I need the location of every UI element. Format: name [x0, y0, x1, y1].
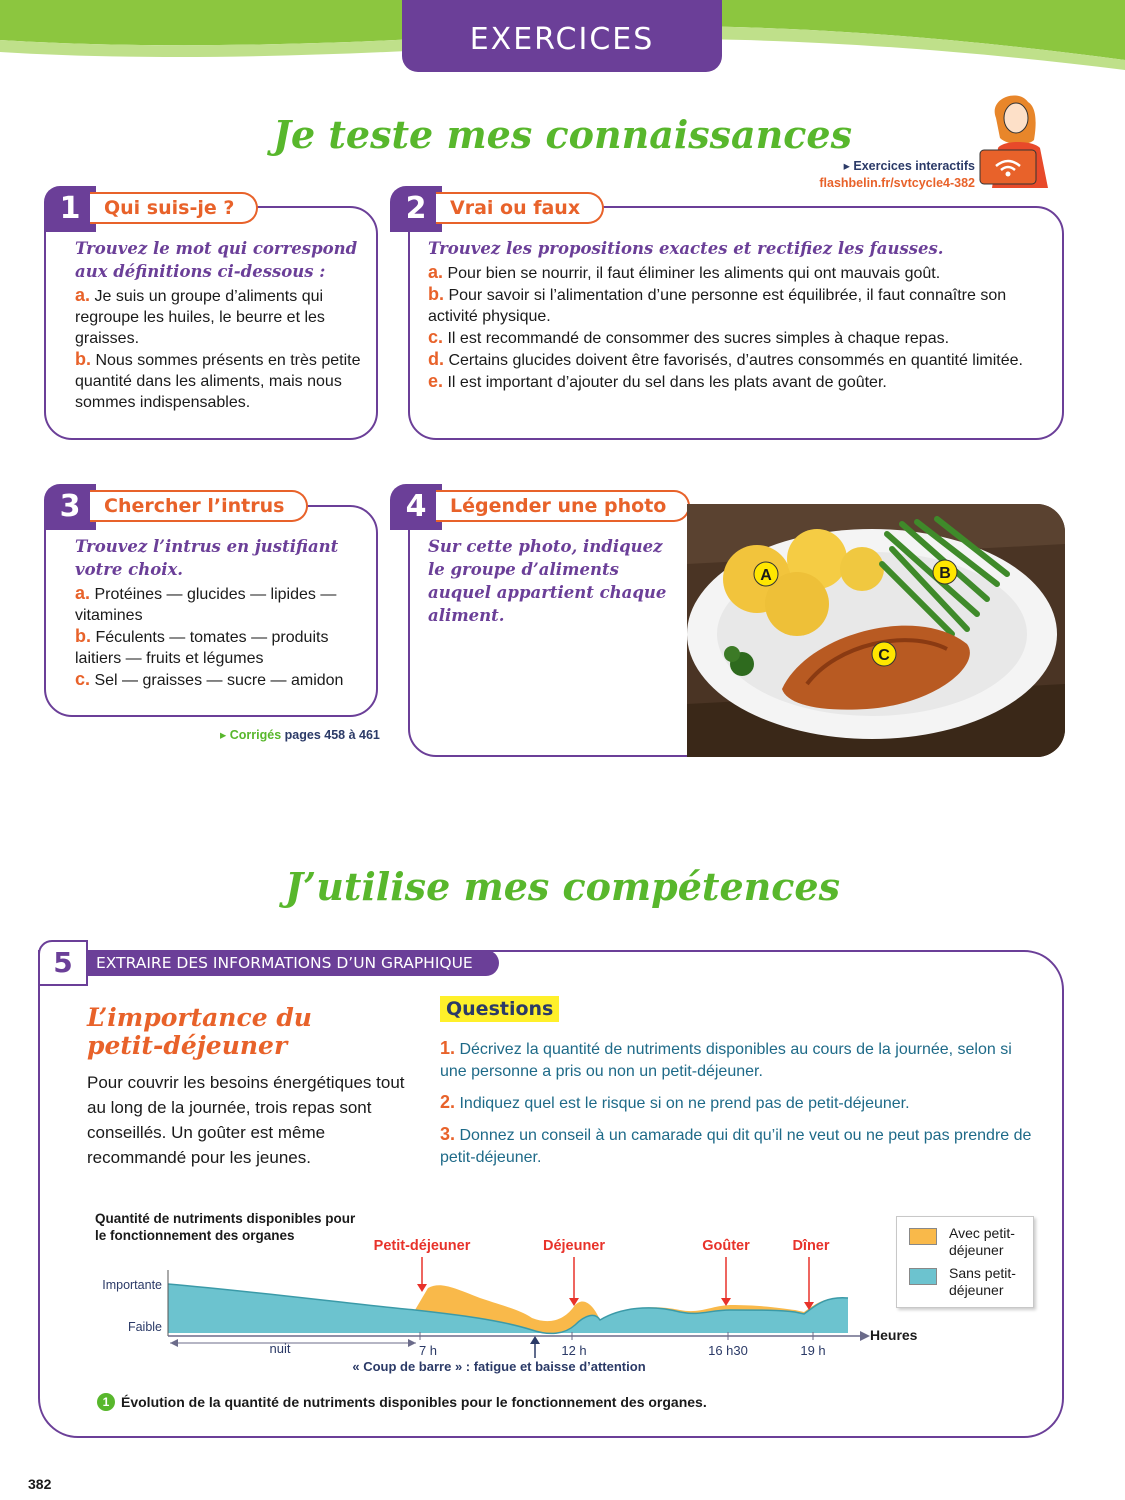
food-photo	[687, 504, 1065, 757]
exercise-2-items	[428, 262, 1053, 393]
chart-xlabel: Heures	[870, 1327, 918, 1343]
list-item: a. Je suis un groupe d’aliments qui regroupe les huiles, le beurre et les graisses.	[75, 285, 325, 347]
exercise-3-number: 3	[44, 484, 96, 530]
exercise-1-items	[75, 285, 365, 413]
caption-number: 1	[97, 1393, 115, 1411]
list-item: 3. Donnez un conseil à un camarade qui dit qu’il ne veut ou ne peut pas prendre de petit-déjeuner.	[440, 1124, 1032, 1166]
meal-diner: Dîner	[792, 1238, 830, 1254]
exercise-5-tab: EXTRAIRE DES INFORMATIONS D’UN GRAPHIQUE	[88, 950, 499, 976]
chart-ylabel: Quantité de nutriments disponibles pour le fonctionnement des organes	[95, 1211, 356, 1243]
exercise-4-instruction: Sur cette photo, indiquez le groupe d’aliments auquel appartient chaque aliment.	[428, 537, 667, 625]
photo-label-c: C	[878, 647, 890, 664]
page-number: 382	[28, 1476, 52, 1492]
list-item: b. Féculents — tomates — produits laitiers — fruits et légumes	[75, 626, 329, 667]
section-title-knowledge: Je teste mes connaissances	[272, 112, 853, 157]
exercise-3-items	[75, 583, 365, 691]
exercise-4-tab: Légender une photo	[436, 490, 690, 522]
exercise-3-tab: Chercher l’intrus	[90, 490, 308, 522]
exercise-2-number: 2	[390, 186, 442, 232]
x-tick-16h30: 16 h30	[708, 1343, 748, 1358]
list-item: 2. Indiquez quel est le risque si on ne prend pas de petit-déjeuner.	[440, 1092, 910, 1112]
list-item: b. Nous sommes présents en très petite quantité dans les aliments, mais nous sommes indispensables.	[75, 349, 361, 411]
x-tick-7h: 7 h	[418, 1343, 438, 1358]
list-item: 1. Décrivez la quantité de nutriments disponibles au cours de la journée, selon si une personne a pris ou non un petit-déjeuner.	[440, 1038, 1012, 1080]
list-item: a. Protéines — glucides — lipides — vitamines	[75, 583, 337, 624]
list-item: e. Il est important d’ajouter du sel dans les plats avant de goûter.	[428, 371, 887, 391]
coup-de-barre-annotation: « Coup de barre » : fatigue et baisse d’attention	[352, 1359, 646, 1374]
legend-swatch-sans	[909, 1268, 937, 1285]
chart-legend	[896, 1216, 1034, 1308]
exercise-2-instruction: Trouvez les propositions exactes et rectifiez les fausses.	[428, 239, 944, 258]
y-level-importante: Importante	[102, 1278, 162, 1292]
legend-swatch-avec	[909, 1228, 937, 1245]
girl-laptop-illustration	[978, 88, 1070, 188]
x-tick-12h: 12 h	[561, 1343, 587, 1358]
photo-label-b: B	[939, 565, 951, 582]
list-item: b. Pour savoir si l’alimentation d’une personne est équilibrée, il faut connaître son activité physique.	[428, 284, 1007, 325]
x-tick-19h: 19 h	[800, 1343, 826, 1358]
list-item: c. Sel — graisses — sucre — amidon	[75, 669, 344, 689]
legend-item: Avec petit-déjeuner	[909, 1225, 1029, 1259]
meal-petit-dejeuner: Petit-déjeuner	[373, 1238, 471, 1254]
chart-caption: 1 Évolution de la quantité de nutriments disponibles pour le fonctionnement des organes.	[97, 1393, 707, 1411]
exercise-3-instruction: Trouvez l’intrus en justifiant votre choix.	[75, 537, 339, 579]
interactive-link[interactable]: flashbelin.fr/svtcycle4-382	[819, 176, 975, 190]
night-label: nuit	[269, 1341, 291, 1356]
exercise-1-tab: Qui suis-je ?	[90, 192, 258, 224]
exercise-5-heading: L’importance du petit-déjeuner	[87, 1003, 312, 1060]
photo-label-a: A	[760, 567, 772, 584]
corriges-link[interactable]: ▸ Corrigés pages 458 à 461	[220, 728, 380, 742]
section-title-skills: J’utilise mes compétences	[284, 864, 840, 909]
interactive-exercises[interactable]	[819, 158, 975, 192]
meal-gouter: Goûter	[702, 1238, 750, 1254]
list-item: a. Pour bien se nourrir, il faut éliminer les aliments qui ont mauvais goût.	[428, 262, 941, 282]
questions-list	[440, 1037, 1040, 1177]
list-item: d. Certains glucides doivent être favorisés, d’autres consommés en quantité limitée.	[428, 349, 1023, 369]
exercise-1-instruction: Trouvez le mot qui correspond aux définitions ci-dessous :	[75, 239, 358, 281]
exercise-2-tab: Vrai ou faux	[436, 192, 604, 224]
y-level-faible: Faible	[127, 1320, 162, 1334]
exercise-1-number: 1	[44, 186, 96, 232]
exercise-5-paragraph: Pour couvrir les besoins énergétiques tout au long de la journée, trois repas sont conseillés. Un goûter est même recommandé pour les jeunes.	[87, 1073, 405, 1167]
exercise-4-number: 4	[390, 484, 442, 530]
legend-item: Sans petit-déjeuner	[909, 1265, 1029, 1299]
interactive-label: ▸ Exercices interactifs	[843, 159, 975, 173]
list-item: c. Il est recommandé de consommer des sucres simples à chaque repas.	[428, 327, 950, 347]
exercise-5-number: 5	[38, 940, 88, 986]
exercices-banner: EXERCICES	[402, 0, 722, 72]
meal-dejeuner: Déjeuner	[542, 1238, 606, 1254]
questions-heading: Questions	[440, 996, 559, 1022]
